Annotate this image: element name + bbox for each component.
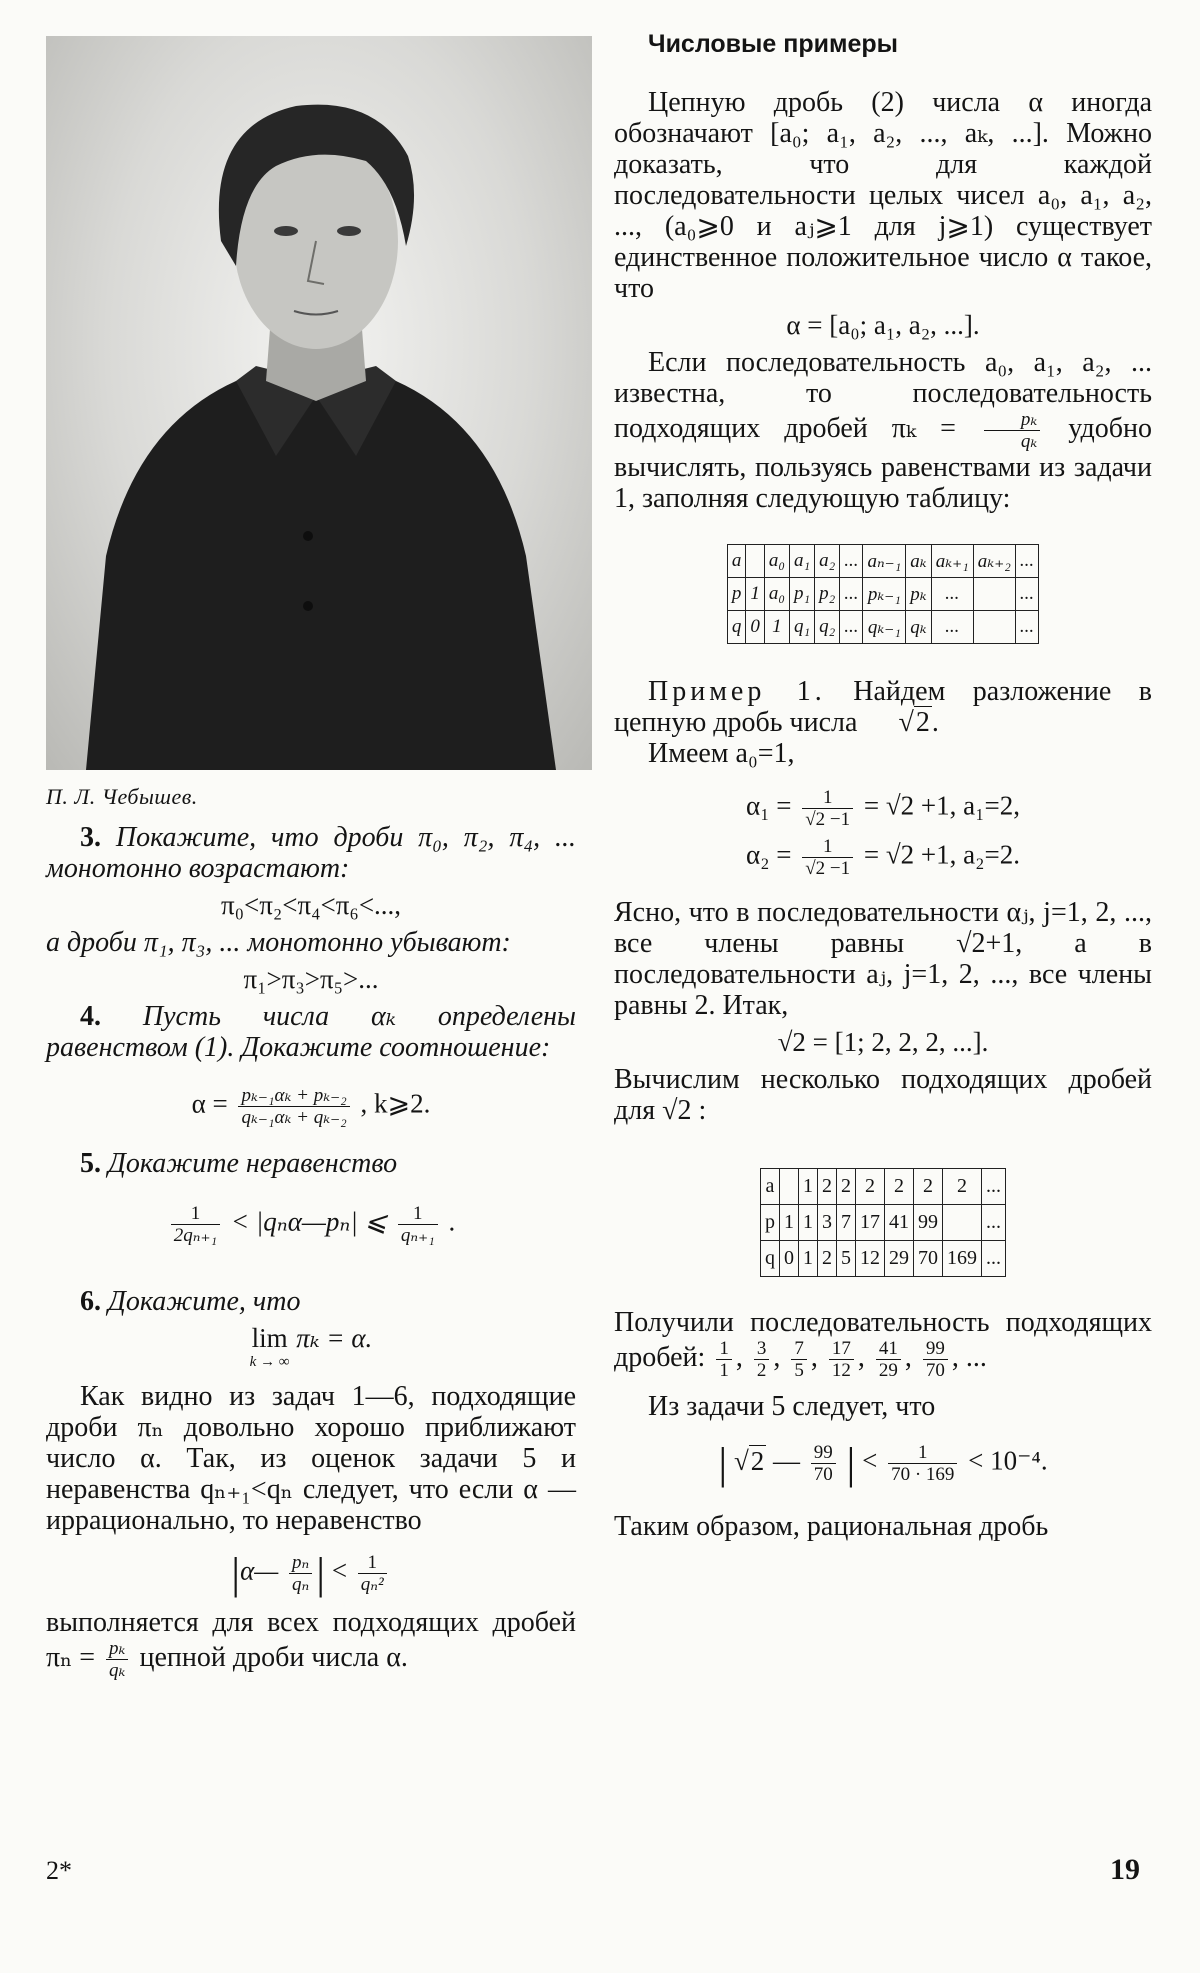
table1-cell: a₀: [764, 578, 789, 611]
table2-cell: 2: [943, 1169, 982, 1205]
right-formula-2: √2 = [1; 2, 2, 2, ...].: [777, 1027, 989, 1057]
problem-6-formula: [46, 1323, 576, 1371]
problem-4-fraction: [238, 1085, 349, 1128]
sqrt2-inequality-sqrt: √2: [733, 1445, 765, 1476]
alpha2-num: 1: [802, 836, 853, 858]
table1-cell: pₖ₋₁: [863, 578, 906, 611]
table1-cell: qₖ₋₁: [863, 611, 906, 644]
table1-cell: [973, 611, 1015, 644]
convergent-numerator: 3: [754, 1338, 770, 1360]
table1-row: [727, 611, 1038, 644]
right-paragraph-2-den: qₖ: [1020, 431, 1038, 452]
right-paragraph-2-num: pₖ: [984, 409, 1040, 431]
problem-3-number: 3.: [80, 822, 101, 853]
fraction-separator: ,: [904, 1341, 919, 1373]
table2-cell: 41: [885, 1205, 914, 1241]
table1-cell: a₀: [764, 545, 789, 578]
convergent-denominator: 2: [756, 1360, 767, 1381]
problem-6-rhs: πₖ = α.: [296, 1323, 373, 1353]
problem-4-lhs: α =: [191, 1088, 228, 1119]
table2-cell: a: [761, 1169, 780, 1205]
convergent-denominator: 70: [925, 1360, 945, 1381]
sqrt2-abs-right: |: [846, 1439, 856, 1488]
table1-cell: aₙ₋₁: [863, 545, 906, 578]
problem-4-formula: [46, 1085, 576, 1128]
sqrt2-convergents-table: [760, 1168, 1006, 1277]
section-heading: Числовые примеры: [648, 30, 898, 58]
table2-cell: 2: [818, 1169, 837, 1205]
right-paragraph-5: [614, 1307, 1152, 1381]
table1-cell: [973, 578, 1015, 611]
fraction-separator: ,: [810, 1341, 825, 1373]
signature-mark: 2*: [46, 1856, 72, 1885]
problem-3-formula-1: π₀<π₂<π₄<π₆<...,: [220, 890, 402, 920]
table1-cell: ...: [840, 578, 863, 611]
left-inequality-lhs: α—: [240, 1555, 279, 1586]
left-paragraph-2-fraction: [106, 1638, 128, 1681]
sqrt2-inequality-rhs-fraction: [888, 1442, 957, 1485]
problem-3-text: Покажите, что дроби π₀, π₂, π₄, ... монотонно возрастают:: [46, 822, 577, 884]
fraction-separator: ,: [735, 1341, 750, 1373]
convergent-fraction: [791, 1338, 807, 1381]
table1-cell: ...: [1015, 578, 1038, 611]
convergent-numerator: 17: [829, 1338, 854, 1360]
table1-cell: ...: [840, 611, 863, 644]
problem-6-lim: lim: [251, 1323, 288, 1353]
table2-cell: ...: [982, 1205, 1006, 1241]
right-paragraph-5-end: , ...: [951, 1341, 987, 1373]
problem-4-denominator: qₖ₋₁αₖ + qₖ₋₂: [241, 1107, 347, 1128]
table1-cell: 1: [746, 578, 765, 611]
convergent-numerator: 1: [716, 1338, 732, 1360]
abs-bar-right: |: [316, 1549, 326, 1598]
table2-cell: 2: [837, 1169, 856, 1205]
abs-bar-left: |: [231, 1549, 241, 1598]
convergent-numerator: 99: [923, 1338, 948, 1360]
problem-5-middle: < |qₙα—pₙ| ⩽: [230, 1206, 388, 1237]
table2-cell: 1: [780, 1205, 799, 1241]
table2-cell: 3: [818, 1205, 837, 1241]
table1-cell: p₁: [789, 578, 814, 611]
table1-cell: aₖ₊₂: [973, 545, 1015, 578]
left-column: [46, 36, 576, 1681]
problem-5-text: Докажите неравенство: [108, 1148, 398, 1179]
example-have: Имеем a₀=1,: [648, 738, 795, 769]
table2-cell: 17: [856, 1205, 885, 1241]
right-paragraph-6: Из задачи 5 следует, что: [648, 1391, 936, 1422]
left-paragraph-2-den: qₖ: [109, 1660, 126, 1681]
table1-cell: a: [727, 545, 746, 578]
left-inequality-rhs-num: 1: [358, 1552, 387, 1574]
convergent-fraction-list: [712, 1338, 952, 1381]
fraction-separator: ,: [773, 1341, 788, 1373]
table2-cell: 2: [914, 1169, 943, 1205]
problem-5-right-den: qₙ₊₁: [400, 1225, 435, 1246]
sqrt2-table-wrap: [614, 1168, 1152, 1277]
convergent-denominator: 29: [878, 1360, 898, 1381]
right-paragraph-1: Цепную дробь (2) числа α иногда обозначают [a₀; a₁, a₂, ..., aₖ, ...]. Можно доказать, что для каждой последовательности целых чисел a₀, a₁, a₂, ..., (a₀⩾0 и aⱼ⩾1 для j⩾1) существует единственное положительное число α такое, что: [614, 87, 1152, 304]
problem-5-right-num: 1: [398, 1203, 438, 1225]
problem-4-text: Пусть числа αₖ определены равенством (1). Докажите соотношение:: [46, 1001, 576, 1063]
right-paragraph-7: Таким образом, рациональная дробь: [614, 1511, 1049, 1542]
alpha2-rhs: = √2 +1, a₂=2.: [863, 839, 1021, 870]
problem-5-left-fraction: [171, 1203, 220, 1246]
table1-cell: ...: [840, 545, 863, 578]
right-paragraph-2a: Если последовательность a₀, a₁, a₂, ... известна, то последовательность подходящих дробей πₖ =: [614, 347, 1152, 444]
table2-cell: 169: [943, 1241, 982, 1277]
portrait-photo: [46, 36, 592, 770]
table1-cell: aₖ₊₁: [931, 545, 973, 578]
table2-row: [761, 1241, 1006, 1277]
table2-cell: 29: [885, 1241, 914, 1277]
alpha2-lhs: α₂ =: [745, 839, 792, 870]
right-paragraph-2-fraction: [984, 409, 1040, 452]
table1-cell: a₂: [815, 545, 840, 578]
convergent-denominator: 5: [794, 1360, 804, 1381]
right-formula-1: α = [a₀; a₁, a₂, ...].: [786, 310, 980, 340]
sqrt2-inequality: [614, 1438, 1152, 1489]
portrait-caption: П. Л. Чебышев.: [46, 784, 198, 809]
left-inequality-rhs-fraction: [358, 1552, 387, 1595]
table1-cell: [746, 545, 765, 578]
alpha1-lhs: α₁ =: [745, 790, 792, 821]
alpha1-rhs: = √2 +1, a₁=2,: [863, 790, 1021, 821]
left-inequality: |α— $\frac{\text{pₙ}}{\text{qₙ}}$ | < $\frac{1}{\text{qₙ²}}$: [46, 1548, 576, 1599]
example-sqrt-radicand: 2: [915, 707, 930, 738]
problem-6-limit: [250, 1323, 290, 1371]
right-paragraph-5a: Получили последовательность подходящих дробей:: [614, 1307, 1152, 1373]
table2-cell: p: [761, 1205, 780, 1241]
table1-cell: ...: [1015, 545, 1038, 578]
table1-cell: ...: [931, 611, 973, 644]
table1-cell: ...: [1015, 611, 1038, 644]
problem-5-left-num: 1: [171, 1203, 220, 1225]
table1-cell: 0: [746, 611, 765, 644]
table2-cell: 1: [799, 1241, 818, 1277]
problem-5: [46, 1148, 576, 1179]
right-paragraph-3: Ясно, что в последовательности αⱼ, j=1, 2, ..., все члены равны √2+1, а в последовательности aⱼ, j=1, 2, ..., все члены равны 2. Итак,: [614, 897, 1152, 1021]
example-paragraph: [614, 676, 1152, 738]
table2-cell: 2: [818, 1241, 837, 1277]
problem-5-number: 5.: [80, 1148, 101, 1179]
convergent-numerator: 7: [791, 1338, 807, 1360]
table2-cell: 99: [914, 1205, 943, 1241]
table2-row: [761, 1169, 1006, 1205]
table2-cell: 2: [885, 1169, 914, 1205]
table1-cell: ...: [931, 578, 973, 611]
left-inequality-rhs-den: qₙ²: [360, 1574, 384, 1595]
left-paragraph-2a: выполняется для всех подходящих дробей πₙ =: [46, 1607, 576, 1673]
convergent-denominator: 1: [719, 1360, 729, 1381]
problem-3: [46, 822, 576, 884]
sqrt2-inequality-den: 70: [813, 1464, 833, 1485]
sqrt2-inequality-rhs-den: 70 · 169: [891, 1464, 955, 1485]
sqrt2-inequality-lt: <: [862, 1445, 878, 1476]
example-text: Найдем разложение в цепную дробь числа: [614, 676, 1153, 738]
convergent-fraction: [754, 1338, 770, 1381]
example-label: Пример 1.: [648, 676, 826, 707]
alpha1-num: 1: [802, 787, 853, 809]
sqrt2-inequality-end: < 10⁻⁴.: [968, 1445, 1048, 1476]
problem-4-number: 4.: [80, 1001, 101, 1032]
table1-cell: pₖ: [906, 578, 931, 611]
problem-6: [46, 1286, 576, 1317]
table2-cell: ...: [982, 1169, 1006, 1205]
left-inequality-den: qₙ: [292, 1574, 310, 1595]
problem-4-numerator: pₖ₋₁αₖ + pₖ₋₂: [238, 1085, 349, 1107]
table2-cell: 7: [837, 1205, 856, 1241]
alpha1-equation: [614, 787, 1152, 830]
sqrt2-inequality-num: 99: [811, 1442, 836, 1464]
table1-cell: p: [727, 578, 746, 611]
page-number: 19: [1110, 1853, 1140, 1886]
sqrt2-inequality-rhs-num: 1: [888, 1442, 957, 1464]
problem-3-text-2: а дроби π₁, π₃, ... монотонно убывают:: [46, 927, 511, 958]
table1-cell: q₂: [815, 611, 840, 644]
table2-cell: 1: [799, 1169, 818, 1205]
table1-cell: a₁: [789, 545, 814, 578]
sqrt2-inequality-minus: —: [773, 1445, 801, 1476]
sqrt2-inequality-fraction: [811, 1442, 836, 1485]
right-paragraph-4: Вычислим несколько подходящих дробей для √2 :: [614, 1064, 1152, 1126]
problem-4: [46, 1001, 576, 1063]
example-sqrt: √2: [898, 707, 930, 738]
table1-cell: q: [727, 611, 746, 644]
right-paragraph-2: [614, 347, 1152, 514]
table2-cell: q: [761, 1241, 780, 1277]
left-inequality-num: pₙ: [289, 1552, 312, 1574]
problem-5-formula: [46, 1203, 576, 1246]
table1-row: [727, 578, 1038, 611]
problem-6-number: 6.: [80, 1286, 101, 1317]
problem-4-condition: , k⩾2.: [360, 1088, 431, 1119]
table1-cell: p₂: [815, 578, 840, 611]
example-dot: .: [931, 707, 939, 738]
table1-row: [727, 545, 1038, 578]
convergent-fraction: [716, 1338, 732, 1381]
table1-cell: 1: [764, 611, 789, 644]
sqrt2-inequality-radicand: 2: [750, 1445, 765, 1476]
left-paragraph-1: Как видно из задач 1—6, подходящие дроби πₙ довольно хорошо приближают число α. Так, из оценок задачи 5 и неравенства qₙ₊₁<qₙ следует, что если α — иррационально, то неравенство: [46, 1381, 576, 1536]
problem-5-left-den: 2qₙ₊₁: [173, 1225, 218, 1246]
general-convergents-table: [727, 544, 1039, 644]
alpha2-fraction: [802, 836, 853, 879]
table2-cell: 12: [856, 1241, 885, 1277]
table2-cell: 2: [856, 1169, 885, 1205]
convergent-numerator: 41: [876, 1338, 901, 1360]
convergent-denominator: 12: [831, 1360, 851, 1381]
left-paragraph-2-num: pₖ: [106, 1638, 128, 1660]
convergent-fraction: [876, 1338, 901, 1381]
table2-row: [761, 1205, 1006, 1241]
problem-3-formula-2: π₁>π₃>π₅>...: [243, 964, 379, 994]
general-table-wrap: [614, 544, 1152, 644]
right-column: [614, 30, 1152, 1542]
table1-cell: qₖ: [906, 611, 931, 644]
table2-cell: ...: [982, 1241, 1006, 1277]
alpha1-den: √2 −1: [805, 809, 851, 830]
table1-cell: aₖ: [906, 545, 931, 578]
alpha2-den: √2 −1: [805, 858, 851, 879]
table2-cell: [943, 1205, 982, 1241]
table2-cell: 70: [914, 1241, 943, 1277]
portrait-figure: [46, 36, 592, 770]
left-paragraph-2b: цепной дроби числа α.: [139, 1641, 408, 1673]
left-paragraph-2: [46, 1607, 576, 1681]
right-paragraph-2b: удобно вычислять, пользуясь равенствами из задачи 1, заполняя следующую таблицу:: [614, 412, 1153, 514]
problem-5-end: .: [448, 1206, 456, 1237]
problem-6-text: Докажите, что: [108, 1286, 301, 1317]
table2-cell: [780, 1169, 799, 1205]
alpha1-fraction: [802, 787, 853, 830]
table1-cell: q₁: [789, 611, 814, 644]
problem-6-lim-sub: k → ∞: [249, 1354, 290, 1370]
table2-cell: 0: [780, 1241, 799, 1277]
left-inequality-fraction: [289, 1552, 312, 1595]
sqrt2-abs-left: |: [718, 1439, 728, 1488]
fraction-separator: ,: [857, 1341, 872, 1373]
problem-5-right-fraction: [398, 1203, 438, 1246]
convergent-fraction: [923, 1338, 948, 1381]
table2-cell: 1: [799, 1205, 818, 1241]
convergent-fraction: [829, 1338, 854, 1381]
table2-cell: 5: [837, 1241, 856, 1277]
alpha2-equation: [614, 836, 1152, 879]
